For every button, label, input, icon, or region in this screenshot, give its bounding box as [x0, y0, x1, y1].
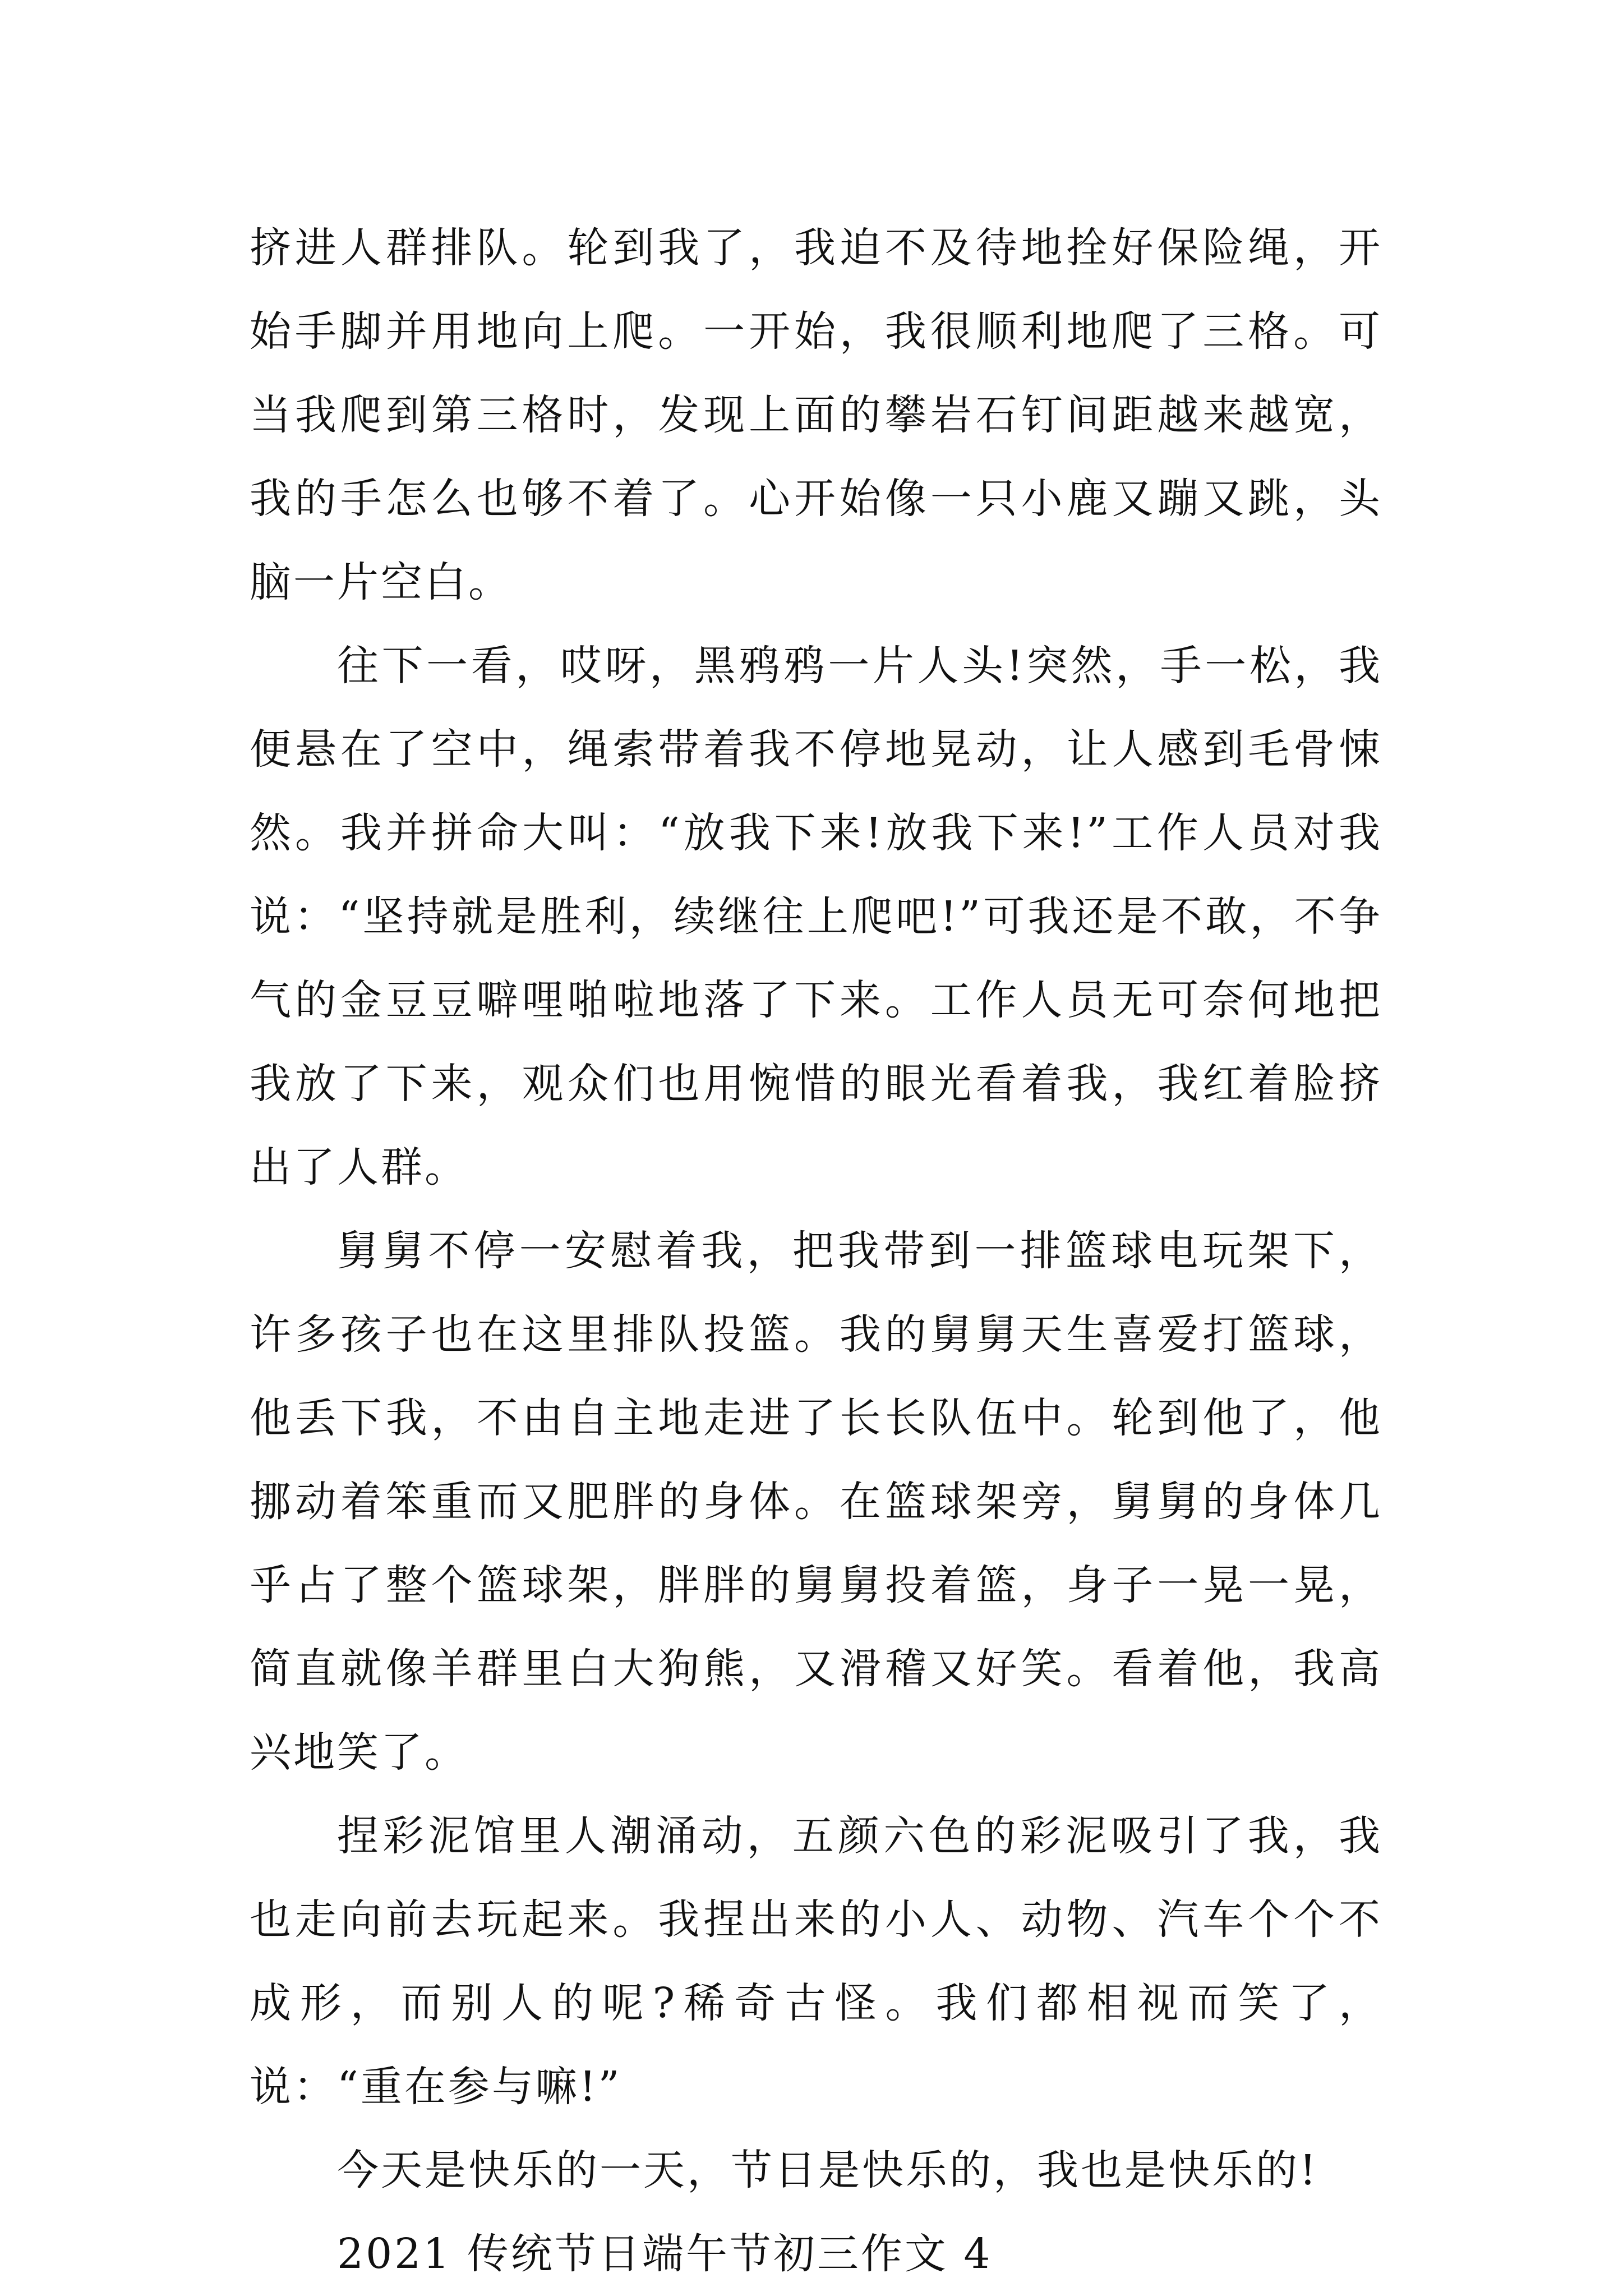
- paragraph-3: 舅舅不停一安慰着我，把我带到一排篮球电玩架下，许多孩子也在这里排队投篮。我的舅舅天生喜爱打篮球，他丢下我，不由自主地走进了长长队伍中。轮到他了，他挪动着笨重而又肥胖的身体。在篮球架旁，舅舅的身体几乎占了整个篮球架，胖胖的舅舅投着篮，身子一晃一晃，简直就像羊群里白大狗熊，又滑稽又好笑。看着他，我高兴地笑了。: [250, 1227, 1382, 1777]
- paragraph-4: 捏彩泥馆里人潮涌动，五颜六色的彩泥吸引了我，我也走向前去玩起来。我捏出来的小人、动物、汽车个个不成形，而别人的呢?稀奇古怪。我们都相视而笑了，说：“重在参与嘛!”: [250, 1812, 1382, 2111]
- paragraph-2: 往下一看，哎呀，黑鸦鸦一片人头!突然，手一松，我便悬在了空中，绳索带着我不停地晃动，让人感到毛骨悚然。我并拼命大叫：“放我下来!放我下来!”工作人员对我说：“坚持就是胜利，续继往上爬吧!”可我还是不敢，不争气的金豆豆噼哩啪啦地落了下来。工作人员无可奈何地把我放了下来，观众们也用惋惜的眼光看着我，我红着脸挤出了人群。: [250, 642, 1382, 1191]
- section-heading: 2021 传统节日端午节初三作文 4: [337, 2230, 993, 2278]
- paragraph-1: 挤进人群排队。轮到我了，我迫不及待地拴好保险绳，开始手脚并用地向上爬。一开始，我很顺利地爬了三格。可当我爬到第三格时，发现上面的攀岩石钉间距越来越宽，我的手怎么也够不着了。心开始像一只小鹿又蹦又跳，头脑一片空白。: [250, 224, 1382, 606]
- document-body: [250, 206, 1382, 2296]
- paragraph-5: 今天是快乐的一天，节日是快乐的，我也是快乐的!: [337, 2146, 1318, 2194]
